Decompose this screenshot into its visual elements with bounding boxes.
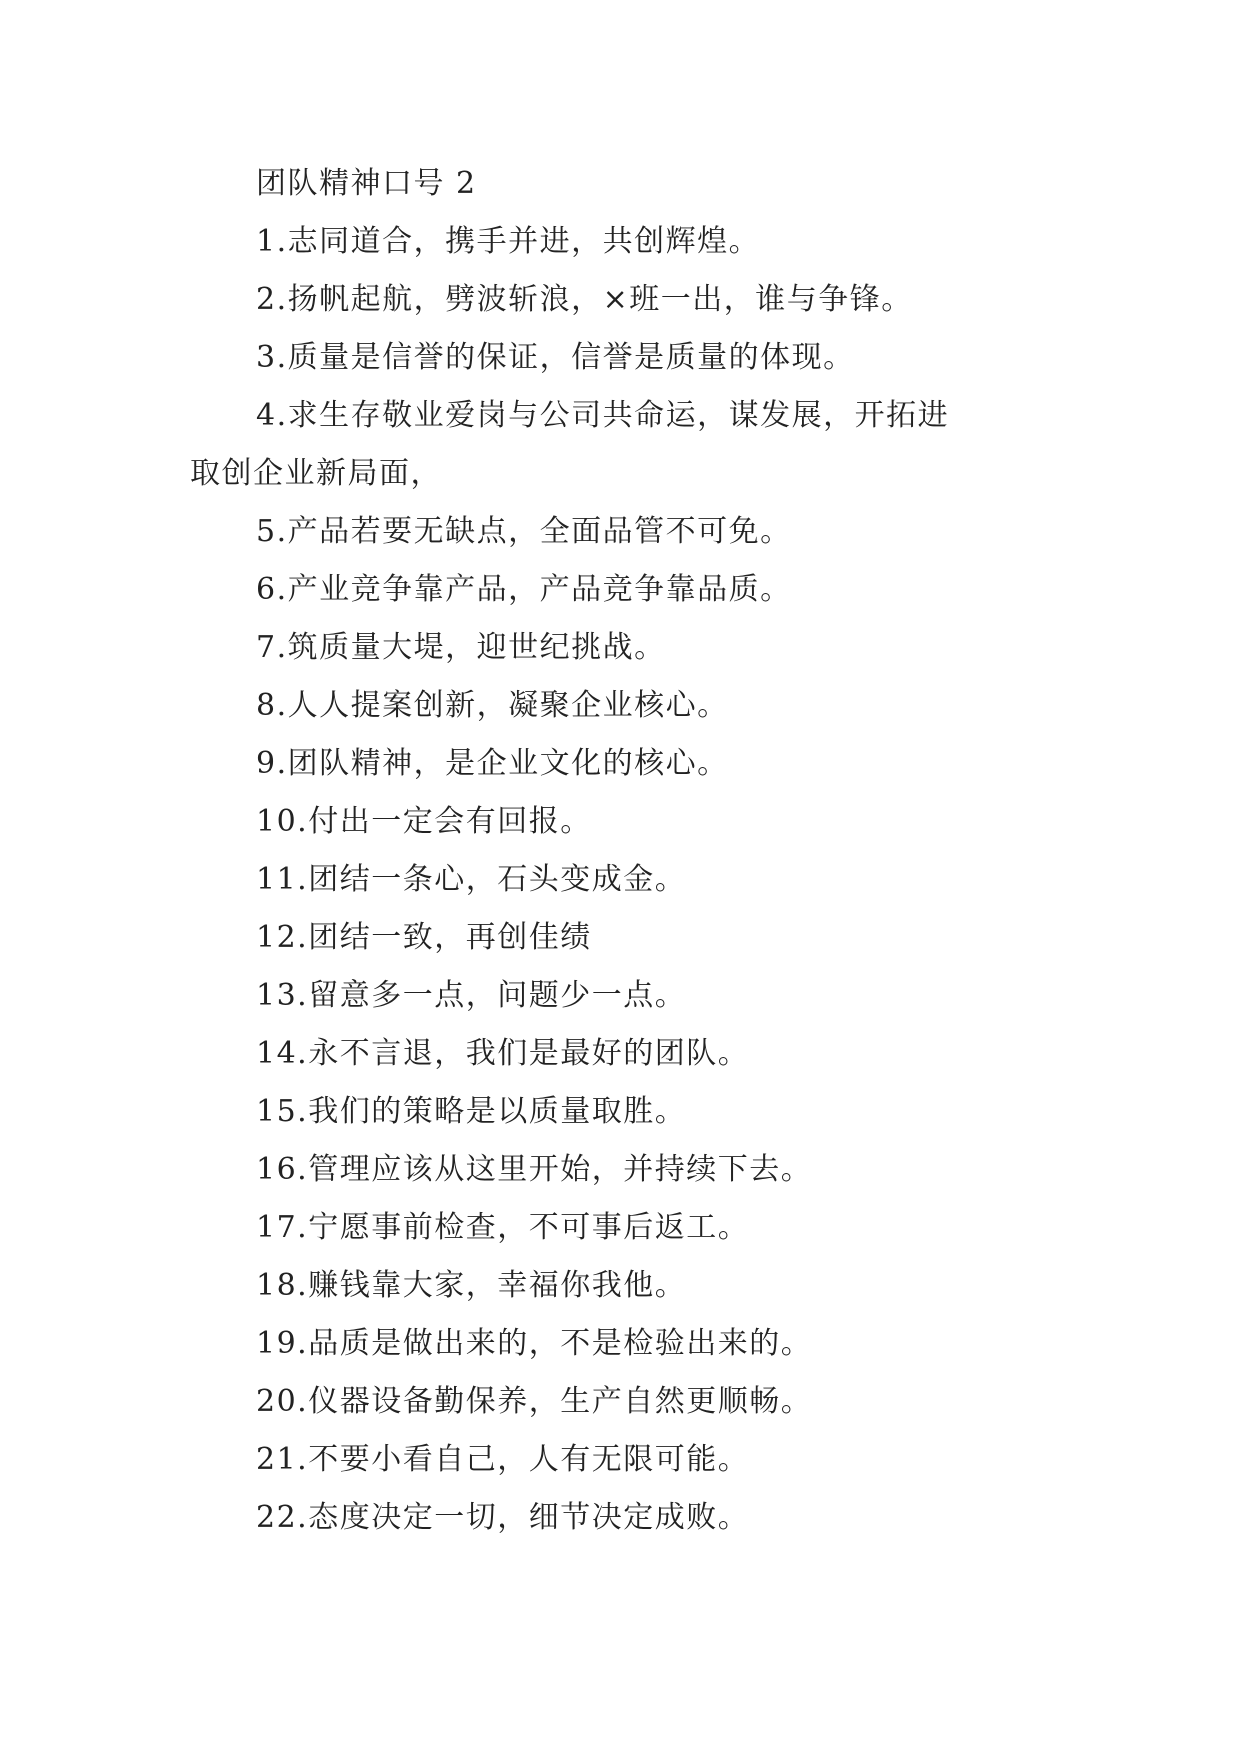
slogan-item-5: 5.产品若要无缺点，全面品管不可免。 [256,514,792,549]
document-title: 团队精神口号 2 [256,166,477,201]
slogan-item-22: 22.态度决定一切，细节决定成败。 [256,1500,750,1535]
slogan-item-15: 15.我们的策略是以质量取胜。 [256,1094,687,1129]
slogan-item-17: 17.宁愿事前检查，不可事后返工。 [256,1210,750,1245]
slogan-item-14: 14.永不言退，我们是最好的团队。 [256,1036,750,1071]
slogan-item-2: 2.扬帆起航，劈波斩浪，×班一出，谁与争锋。 [256,282,913,317]
slogan-item-1: 1.志同道合，携手并进，共创辉煌。 [256,224,761,259]
slogan-item-3: 3.质量是信誉的保证，信誉是质量的体现。 [256,340,855,375]
slogan-item-6: 6.产业竞争靠产品，产品竞争靠品质。 [256,572,792,607]
slogan-item-12: 12.团结一致，再创佳绩 [256,920,592,955]
slogan-item-10: 10.付出一定会有回报。 [256,804,592,839]
slogan-item-19: 19.品质是做出来的，不是检验出来的。 [256,1326,813,1361]
slogan-item-9: 9.团队精神，是企业文化的核心。 [256,746,729,781]
slogan-item-13: 13.留意多一点，问题少一点。 [256,978,687,1013]
slogan-item-7: 7.筑质量大堤，迎世纪挑战。 [256,630,666,665]
slogan-item-8: 8.人人提案创新，凝聚企业核心。 [256,688,729,723]
slogan-item-18: 18.赚钱靠大家，幸福你我他。 [256,1268,687,1303]
slogan-item-4: 4.求生存敬业爱岗与公司共命运，谋发展，开拓进取创企业新局面， [190,398,950,491]
slogan-item-11: 11.团结一条心，石头变成金。 [256,862,687,897]
document-body [190,155,1060,1547]
slogan-item-21: 21.不要小看自己，人有无限可能。 [256,1442,750,1477]
slogan-item-20: 20.仪器设备勤保养，生产自然更顺畅。 [256,1384,813,1419]
slogan-item-16: 16.管理应该从这里开始，并持续下去。 [256,1152,813,1187]
